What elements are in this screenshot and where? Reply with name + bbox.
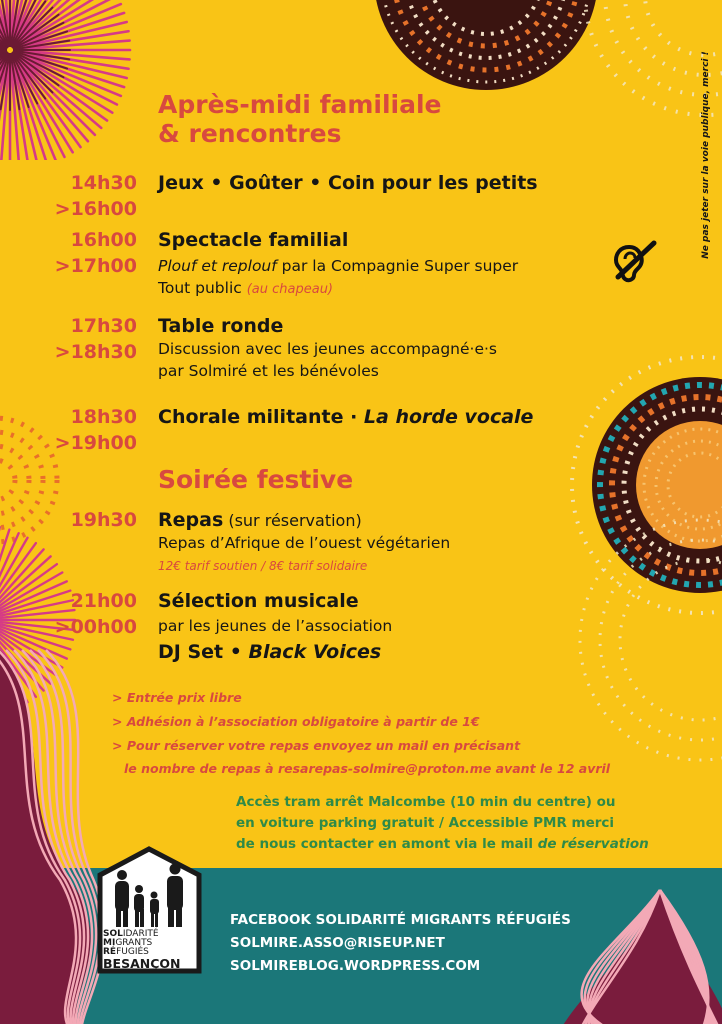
event-start-time: 14h30: [70, 172, 137, 194]
access-contact: de nous contacter en amont via le mail: [236, 836, 538, 852]
meal-reservation: (sur réservation): [223, 511, 362, 530]
logo-bold: RÉ: [103, 947, 117, 957]
dj-label: DJ Set •: [158, 641, 249, 663]
event-description: Discussion avec les jeunes accompagné·e·s: [158, 340, 498, 358]
access-line: Accès tram arrêt Malcombe (10 min du centre) ou: [236, 794, 616, 810]
audience-text: Tout public: [158, 279, 247, 297]
event-description: par les jeunes de l’association: [158, 617, 393, 635]
event-description: Repas d’Afrique de l’ouest végétarien: [158, 534, 451, 552]
event-start-time: 18h30: [70, 406, 137, 428]
event-start-time: 21h00: [70, 590, 137, 612]
logo-rest: FUGIÉS: [116, 947, 149, 957]
note-line: le nombre de repas à resarepas-solmire@proton.me avant le 12 avril: [124, 761, 611, 776]
event-title: Table ronde: [158, 315, 284, 337]
event-start-time: 17h30: [70, 315, 137, 337]
event-title: Jeux • Goûter • Coin pour les petits: [158, 172, 538, 194]
choir-name: La horde vocale: [363, 406, 534, 428]
meal-label: Repas: [158, 509, 224, 531]
access-line: [236, 834, 649, 855]
event-title: Spectacle familial: [158, 229, 349, 251]
event-title-2: [158, 639, 381, 666]
evening-heading: Soirée festive: [158, 465, 354, 494]
logo-bold: MI: [103, 938, 116, 948]
note-line: > Adhésion à l’association obligatoire à partir de 1€: [112, 714, 480, 729]
facebook-link[interactable]: FACEBOOK SOLIDARITÉ MIGRANTS RÉFUGIÉS: [230, 912, 571, 928]
event-description: [158, 255, 518, 277]
event-title: [158, 507, 362, 534]
event-end-time: >16h00: [54, 198, 137, 220]
blog-link[interactable]: SOLMIREBLOG.WORDPRESS.COM: [230, 958, 481, 974]
logo-rest: IDARITÉ: [122, 929, 159, 939]
access-reservation: de réservation: [537, 836, 649, 852]
side-note: [696, 20, 716, 290]
meal-prices: 12€ tarif soutien / 8€ tarif solidaire: [158, 559, 368, 573]
hearing-impaired-icon: [610, 237, 660, 287]
concentric-circle-right: [572, 357, 722, 613]
logo-text: [103, 930, 199, 970]
afternoon-heading-line2: & rencontres: [158, 119, 342, 148]
afternoon-heading-line1: Après-midi familiale: [158, 90, 442, 119]
note-line: > Pour réserver votre repas envoyez un mail en précisant: [112, 738, 521, 753]
event-end-time: >19h00: [54, 432, 137, 454]
sunburst-top-left: [0, 0, 130, 170]
logo-city: BESANÇON: [103, 956, 181, 971]
price-note: (au chapeau): [246, 282, 334, 297]
side-note-text: Ne pas jeter sur la voie publique, merci !: [701, 51, 711, 259]
logo-rest: GRANTS: [115, 938, 153, 948]
event-title: Sélection musicale: [158, 590, 359, 612]
event-description-2: [158, 277, 333, 299]
event-end-time: >17h00: [54, 255, 137, 277]
email-link[interactable]: SOLMIRE.ASSO@RISEUP.NET: [230, 935, 445, 951]
event-description-2: par Solmiré et les bénévoles: [158, 362, 379, 380]
dj-name: Black Voices: [248, 641, 382, 663]
event-end-time: >18h30: [54, 341, 137, 363]
event-title: [158, 404, 533, 431]
event-start-time: 16h00: [70, 229, 137, 251]
event-start-time: 19h30: [70, 509, 137, 531]
choir-label: Chorale militante ·: [158, 406, 364, 428]
show-title: Plouf et replouf: [158, 257, 277, 275]
event-end-time: >00h00: [54, 616, 137, 638]
access-line: en voiture parking gratuit / Accessible PMR merci: [236, 815, 615, 831]
note-line: > Entrée prix libre: [112, 690, 242, 705]
logo-bold: SOL: [103, 929, 123, 939]
company-text: par la Compagnie Super super: [276, 257, 519, 275]
dotted-circle-top: [374, 0, 598, 90]
